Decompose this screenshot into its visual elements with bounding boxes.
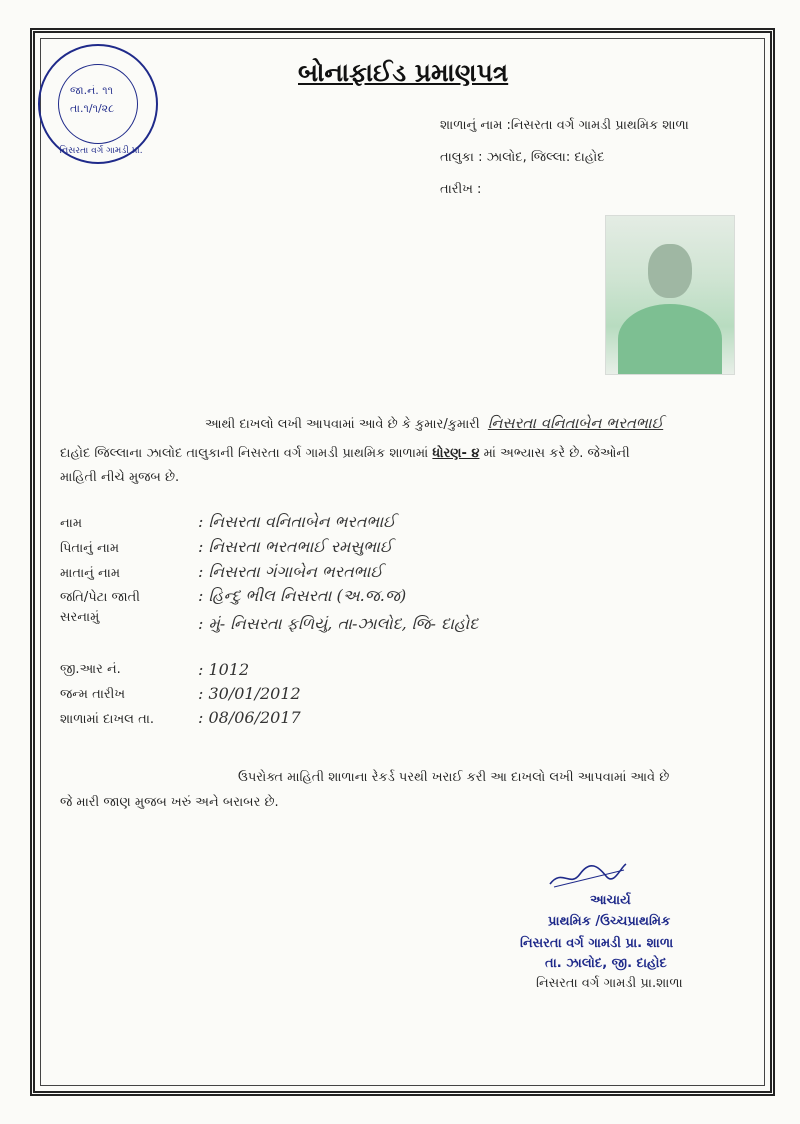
standard-value: ધોરણ- ૪ [432,446,480,461]
field-label-gr-no: જી.આર નં. [60,662,121,677]
photo-shoulders [618,304,722,374]
principal-signature [548,862,628,888]
field-value-father: : નિસરતા ભરતભાઈ રમસુભાઈ [198,537,393,556]
field-value-caste: : હિન્દુ ભીલ નિસરતા (અ.જ.જ) [198,586,407,605]
date-line: તારીખ : [440,182,482,197]
closing-line-2: જે મારી જાણ મુજબ ખરું અને બરાબર છે. [60,795,279,810]
document-title: બોનાફાઈડ પ્રમાણપત્ર [298,58,509,87]
seal-date: તા.૧/૧/૨૮ [70,102,115,115]
stamp-line-2: પ્રાથમિક /ઉચ્ચપ્રાથમિક [548,914,671,929]
field-label-admission-date: શાળામાં દાખલ તા. [60,712,155,727]
photo-face [648,244,692,298]
seal-ring-text: નિસરતા વર્ગ ગામડી પ્રા. [59,146,143,156]
school-footer: નિસરતા વર્ગ ગામડી પ્રા.શાળા [536,976,683,991]
field-label-mother: માતાનું નામ [60,566,121,581]
field-label-birth-date: જન્મ તારીખ [60,687,126,702]
body-line-1 [205,414,663,432]
stamp-line-1: આચાર્ય [590,893,631,908]
field-value-gr-no: : 1012 [198,660,250,679]
field-value-address: : મું- નિસરતા ફળિયું, તા-ઝાલોદ, જિ- દાહોદ [198,614,479,633]
field-label-father: પિતાનું નામ [60,541,120,556]
stamp-line-4: તા. ઝાલોદ, જી. દાહોદ [545,956,667,971]
field-value-admission-date: : 08/06/2017 [198,708,301,727]
field-label-address: સરનામું [60,610,100,625]
closing-line-1: ઉપરોક્ત માહિતી શાળાના રેકર્ડ પરથી ખરાઈ કરી આ દાખલો લખી આપવામાં આવે છે [238,770,670,785]
body-line-2-prefix: દાહોદ જિલ્લાના ઝાલોદ તાલુકાની નિસરતા વર્ગ ગામડી પ્રાથમિક શાળામાં [60,446,429,461]
taluka-district: તાલુકા : ઝાલોદ, જિલ્લા: દાહોદ [440,150,605,165]
school-name: શાળાનું નામ :નિસરતા વર્ગ ગામડી પ્રાથમિક શાળા [440,118,689,133]
body-line-1-prefix: આથી દાખલો લખી આપવામાં આવે છે કે કુમાર/કુમારી [205,417,480,432]
body-line-2-suffix: માં અભ્યાસ કરે છે. જેઓની [483,446,630,461]
student-name-inline: નિસરતા વનિતાબેન ભરતભાઈ [487,414,664,432]
body-line-3: માહિતી નીચે મુજબ છે. [60,470,180,485]
seal-number: જા.નં. ૧૧ [70,84,114,97]
stamp-line-3: નિસરતા વર્ગ ગામડી પ્રા. શાળા [520,936,674,951]
field-value-mother: : નિસરતા ગંગાબેન ભરતભાઈ [198,562,383,581]
field-label-name: નામ [60,516,83,531]
field-label-caste: જતિ/પેટા જાતી [60,590,140,605]
field-value-birth-date: : 30/01/2012 [198,684,301,703]
body-line-2 [60,446,630,461]
student-photo [605,215,735,375]
field-value-name: : નિસરતા વનિતાબેન ભરતભાઈ [198,512,396,531]
school-seal [38,44,158,164]
